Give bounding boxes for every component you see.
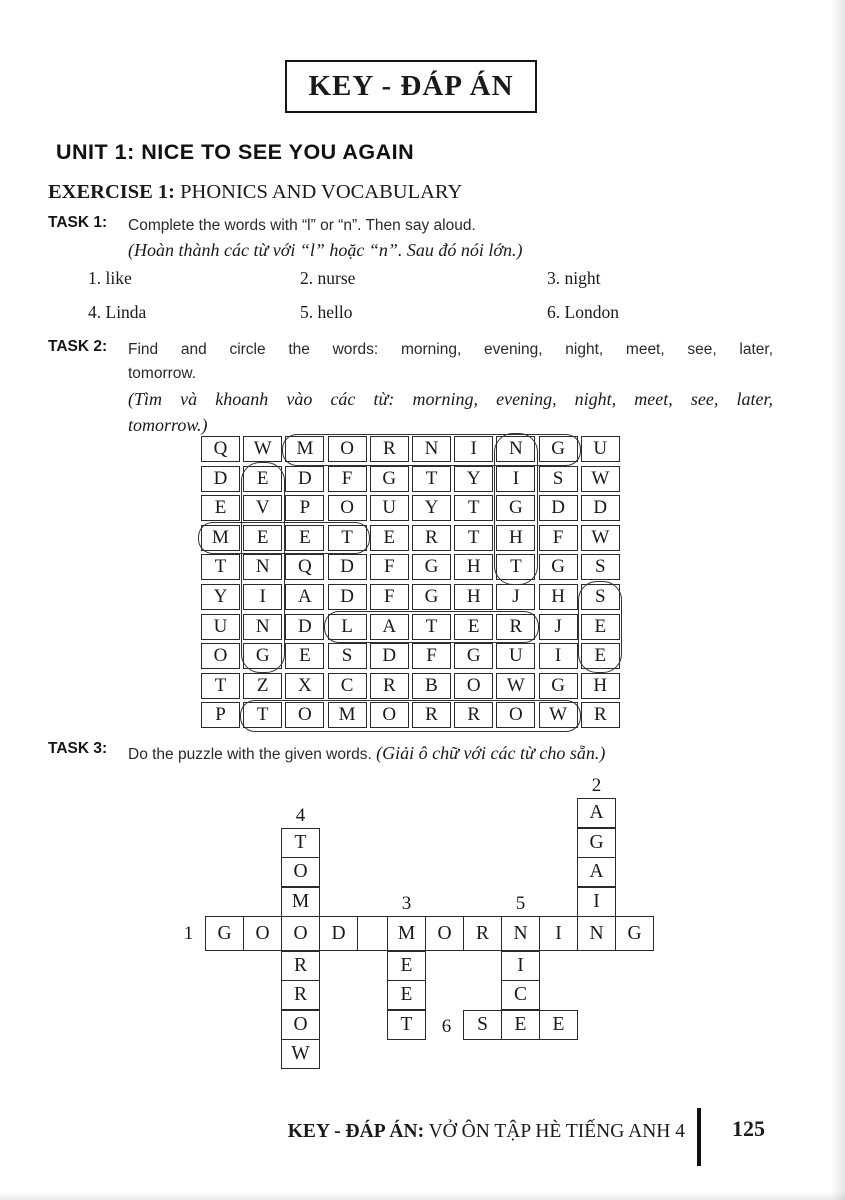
task3-label: TASK 3: — [48, 740, 108, 757]
wordsearch-cell: Y — [412, 495, 451, 521]
wordsearch-cell: E — [581, 614, 620, 640]
wordsearch-cell: W — [581, 466, 620, 492]
wordsearch-cell: M — [285, 436, 324, 462]
crossword-cell: E — [539, 1010, 578, 1040]
wordsearch-cell: Y — [454, 466, 493, 492]
wordsearch-cell: W — [243, 436, 282, 462]
task2-label: TASK 2: — [48, 338, 108, 355]
wordsearch-cell: T — [201, 673, 240, 699]
crossword-cell: C — [501, 980, 540, 1010]
answer-item: 5. hello — [300, 302, 353, 322]
wordsearch-cell: Y — [201, 584, 240, 610]
wordsearch-cell: E — [454, 614, 493, 640]
crossword-cell: N — [501, 916, 540, 951]
crossword-spacer-cell — [357, 916, 388, 951]
wordsearch-cell: F — [539, 525, 578, 551]
exercise-title: PHONICS AND VOCABULARY — [180, 181, 463, 203]
clue-number-4: 4 — [295, 804, 306, 826]
footer-label-bold: KEY - ĐÁP ÁN: — [287, 1121, 425, 1142]
task2-instruction-vi-line1: (Tìm và khoanh vào các từ: morning, evening, night, meet, see, later, — [128, 389, 773, 409]
wordsearch-cell: O — [328, 495, 367, 521]
wordsearch-cell: H — [454, 584, 493, 610]
task3 — [48, 740, 773, 767]
wordsearch-cell: G — [539, 436, 578, 462]
task1-instruction: Complete the words with “l” or “n”. Then say aloud. — [128, 217, 476, 234]
wordsearch-cell: E — [370, 525, 409, 551]
wordsearch-cell: T — [496, 554, 535, 580]
wordsearch-cell: T — [328, 525, 367, 551]
clue-number-6: 6 — [441, 1016, 452, 1037]
wordsearch-cell: Z — [243, 673, 282, 699]
wordsearch-cell: D — [539, 495, 578, 521]
wordsearch-cell: T — [454, 525, 493, 551]
crossword-cell: R — [281, 951, 320, 981]
wordsearch-cell: N — [243, 614, 282, 640]
page-title: KEY - ĐÁP ÁN — [308, 70, 514, 102]
wordsearch-cell: R — [581, 702, 620, 728]
crossword-cell: D — [319, 916, 358, 951]
page-number: 125 — [732, 1116, 765, 1141]
answer-item: 3. night — [547, 268, 601, 288]
task2-instruction-line2: tomorrow. — [128, 365, 197, 382]
clue-number-5: 5 — [515, 893, 526, 914]
wordsearch-cell: M — [201, 525, 240, 551]
wordsearch-cell: U — [496, 643, 535, 669]
crossword-cell: G — [615, 916, 654, 951]
wordsearch-cell: N — [496, 436, 535, 462]
wordsearch-cell: H — [496, 525, 535, 551]
exercise-label: EXERCISE 1: — [48, 181, 176, 203]
wordsearch-cell: A — [370, 614, 409, 640]
wordsearch-cell: U — [370, 495, 409, 521]
wordsearch-cell: N — [412, 436, 451, 462]
wordsearch-cell: O — [454, 673, 493, 699]
crossword-cell: O — [281, 1010, 320, 1040]
wordsearch-cell: V — [243, 495, 282, 521]
clue-number-2: 2 — [591, 775, 602, 796]
wordsearch-cell: U — [581, 436, 620, 462]
task2-instruction-line1: Find and circle the words: morning, evening, night, meet, see, later, — [128, 341, 773, 358]
wordsearch-cell: D — [285, 614, 324, 640]
wordsearch-cell: B — [412, 673, 451, 699]
wordsearch-cell: D — [328, 584, 367, 610]
task1-instruction-vi: (Hoàn thành các từ với “l” hoặc “n”. Sau đó nói lớn.) — [128, 240, 523, 260]
crossword-cell: E — [387, 980, 426, 1010]
wordsearch-cell: W — [496, 673, 535, 699]
crossword-cell: E — [501, 1010, 540, 1040]
wordsearch-cell: I — [243, 584, 282, 610]
answer-item: 2. nurse — [300, 268, 356, 288]
crossword-cell: G — [205, 916, 244, 951]
wordsearch-cell: I — [539, 643, 578, 669]
wordsearch-cell: G — [454, 643, 493, 669]
wordsearch-cell: R — [412, 702, 451, 728]
crossword-cell: I — [501, 951, 540, 981]
wordsearch-cell: P — [285, 495, 324, 521]
wordsearch-cell: A — [285, 584, 324, 610]
wordsearch-cell: S — [328, 643, 367, 669]
wordsearch-cell: G — [370, 466, 409, 492]
crossword-cell: E — [387, 951, 426, 981]
crossword-cell: R — [463, 916, 502, 951]
wordsearch-cell: T — [201, 554, 240, 580]
crossword-cell: A — [577, 798, 616, 828]
wordsearch-cell: G — [539, 673, 578, 699]
crossword-cell: A — [577, 857, 616, 887]
crossword-cell: M — [387, 916, 426, 951]
page-edge-shadow-bottom — [0, 1191, 845, 1200]
wordsearch-cell: H — [539, 584, 578, 610]
wordsearch-cell: E — [243, 466, 282, 492]
wordsearch-cell: F — [412, 643, 451, 669]
crossword-cell: M — [281, 887, 320, 917]
wordsearch-cell: D — [285, 466, 324, 492]
page-title-box — [285, 60, 537, 113]
wordsearch-cell: E — [243, 525, 282, 551]
wordsearch-cell: G — [412, 554, 451, 580]
wordsearch-cell: T — [454, 495, 493, 521]
wordsearch-cell: O — [201, 643, 240, 669]
wordsearch-cell: G — [496, 495, 535, 521]
wordsearch-cell: S — [581, 554, 620, 580]
crossword-cell: T — [281, 828, 320, 858]
task1 — [48, 214, 773, 238]
task3-instruction: Do the puzzle with the given words. — [128, 746, 377, 763]
footer-label-rest: VỞ ÔN TẬP HÈ TIẾNG ANH 4 — [424, 1121, 685, 1142]
crossword-cell: I — [539, 916, 578, 951]
wordsearch-cell: J — [496, 584, 535, 610]
wordsearch-cell: O — [496, 702, 535, 728]
wordsearch-cell: E — [581, 643, 620, 669]
wordsearch-cell: G — [412, 584, 451, 610]
wordsearch-cell: Q — [201, 436, 240, 462]
wordsearch-cell: G — [539, 554, 578, 580]
wordsearch-cell: I — [454, 436, 493, 462]
wordsearch-cell: U — [201, 614, 240, 640]
wordsearch-cell: O — [328, 436, 367, 462]
wordsearch-cell: E — [201, 495, 240, 521]
wordsearch-cell: O — [285, 702, 324, 728]
wordsearch-cell: G — [243, 643, 282, 669]
wordsearch-cell: I — [496, 466, 535, 492]
crossword-cell: I — [577, 887, 616, 917]
crossword-cell: O — [281, 857, 320, 887]
wordsearch-cell: E — [285, 643, 324, 669]
wordsearch-cell: T — [412, 466, 451, 492]
answer-item: 6. London — [547, 302, 619, 322]
task2 — [48, 338, 773, 438]
wordsearch-cell: D — [370, 643, 409, 669]
wordsearch-cell: L — [328, 614, 367, 640]
clue-number-1: 1 — [183, 922, 194, 944]
wordsearch-cell: W — [581, 525, 620, 551]
answer-item: 4. Linda — [88, 302, 147, 322]
wordsearch-cell: R — [370, 673, 409, 699]
wordsearch-cell: J — [539, 614, 578, 640]
wordsearch-cell: S — [539, 466, 578, 492]
task1-answers — [88, 268, 728, 323]
crossword-cell: N — [577, 916, 616, 951]
wordsearch-cell: F — [370, 554, 409, 580]
crossword-cell: G — [577, 828, 616, 858]
wordsearch-cell: R — [412, 525, 451, 551]
wordsearch-cell: R — [454, 702, 493, 728]
crossword-cell: O — [425, 916, 464, 951]
task1-label: TASK 1: — [48, 214, 108, 231]
wordsearch-cell: F — [328, 466, 367, 492]
crossword-cell: O — [281, 916, 320, 951]
wordsearch-grid — [201, 436, 623, 732]
wordsearch-cell: D — [328, 554, 367, 580]
unit-title: UNIT 1: NICE TO SEE YOU AGAIN — [56, 140, 415, 164]
page-edge-shadow-right — [832, 0, 845, 1200]
wordsearch-cell: R — [496, 614, 535, 640]
wordsearch-cell: O — [370, 702, 409, 728]
wordsearch-cell: F — [370, 584, 409, 610]
page-footer — [0, 1106, 845, 1168]
wordsearch-cell: H — [581, 673, 620, 699]
task3-instruction-wrap — [128, 740, 773, 767]
wordsearch-cell: H — [454, 554, 493, 580]
exercise-heading — [48, 181, 462, 204]
wordsearch-cell: D — [201, 466, 240, 492]
crossword-cell: O — [243, 916, 282, 951]
footer-divider — [697, 1108, 701, 1166]
task2-instruction — [128, 338, 773, 438]
crossword-cell: S — [463, 1010, 502, 1040]
footer-text — [288, 1121, 685, 1143]
wordsearch-cell: X — [285, 673, 324, 699]
wordsearch-cell: Q — [285, 554, 324, 580]
crossword-cell: T — [387, 1010, 426, 1040]
wordsearch-cell: M — [328, 702, 367, 728]
crossword-cell: W — [281, 1039, 320, 1069]
wordsearch-cell: D — [581, 495, 620, 521]
wordsearch-cell: T — [243, 702, 282, 728]
crossword-puzzle — [183, 775, 665, 1070]
wordsearch-cell: P — [201, 702, 240, 728]
clue-number-3: 3 — [401, 893, 412, 914]
crossword-cell: R — [281, 980, 320, 1010]
task2-instruction-vi-line2: tomorrow.) — [128, 415, 208, 435]
wordsearch-cell: R — [370, 436, 409, 462]
wordsearch-cell: N — [243, 554, 282, 580]
wordsearch-cell: S — [581, 584, 620, 610]
wordsearch-cell: W — [539, 702, 578, 728]
wordsearch-cell: E — [285, 525, 324, 551]
answer-item: 1. like — [88, 268, 132, 288]
task3-instruction-vi: (Giải ô chữ với các từ cho sẵn.) — [376, 743, 606, 763]
wordsearch-cell: T — [412, 614, 451, 640]
wordsearch-cell: C — [328, 673, 367, 699]
